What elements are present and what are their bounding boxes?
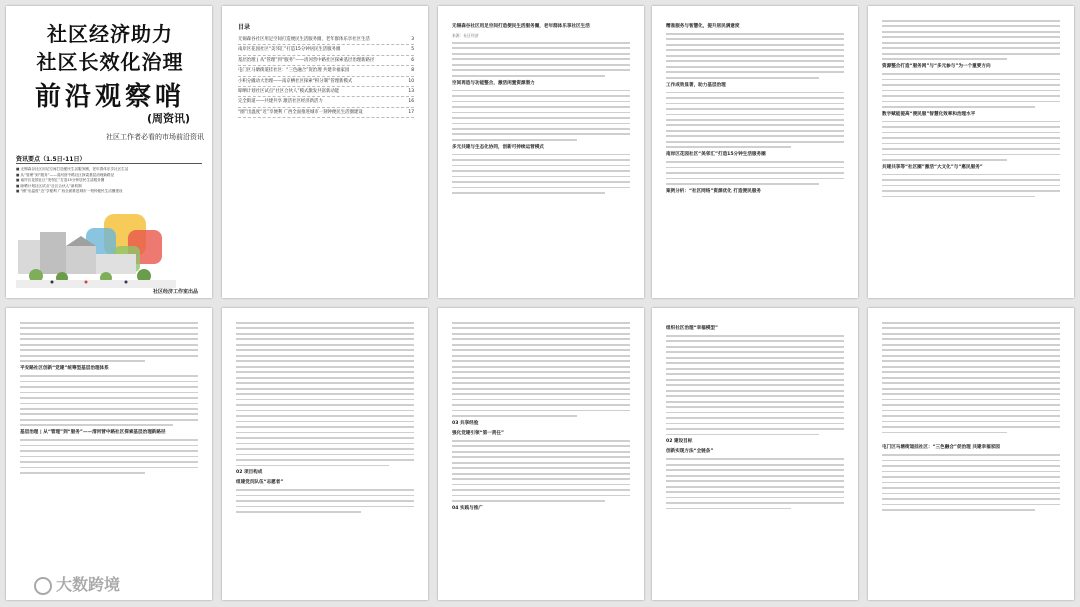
highlight-item: ■ 晾晒计划社区试点“社区合伙人”新机制 <box>16 184 206 190</box>
body-text <box>20 439 198 474</box>
section-heading: 数字赋能提高“便民服”智慧化效率和治理水平 <box>882 111 976 117</box>
toc-label: 屯门区马塘街道挂社区：“三色融合”促治理 共建幸福家园 <box>238 68 350 74</box>
body-text <box>882 121 1060 161</box>
cover-publisher: 社区经济工作室出品 <box>152 289 198 295</box>
toc-page-number: 5 <box>411 47 414 53</box>
article-page[interactable] <box>438 6 644 298</box>
toc-item[interactable] <box>238 87 414 97</box>
body-text <box>666 458 844 509</box>
article-source: 来源：社区经济 <box>452 33 479 38</box>
toc-label: 无锡森谷社区用足空间打造便民生活服务圈，老年群体乐享社区生活 <box>238 37 370 42</box>
article-page[interactable] <box>222 308 428 600</box>
watermark <box>34 572 120 595</box>
section-heading: 屯门区马塘街道挂社区：“三色融合”促治理 共建幸福家园 <box>882 445 1000 451</box>
toc-page-number: 10 <box>408 78 414 84</box>
section-heading: 空间再造与功能整合，激活闲置资源潜力 <box>452 80 535 86</box>
body-text <box>236 322 414 466</box>
body-text <box>452 440 630 502</box>
community-illustration <box>16 210 176 288</box>
toc-label: “圈”出温度“近”享便利 广西全面推进城市一刻钟便民生活圈建设 <box>238 109 363 115</box>
cover-edition: (周资讯) <box>146 112 190 125</box>
article-page[interactable] <box>438 308 644 600</box>
section-heading: 多元共建与生态化协同，创新可持续运营模式 <box>452 144 544 150</box>
body-text <box>452 322 630 417</box>
section-heading: 创新实现方法“全链条” <box>666 449 714 455</box>
section-heading: 组建党员队伍“志愿者” <box>236 480 284 486</box>
section-heading: 案例分析：“社区网络”资源优化 打造便民服务 <box>666 188 761 194</box>
toc-item[interactable] <box>238 35 414 45</box>
highlight-item: ■ “圈”出温度“近”享便利 广西全面推进城市一刻钟便民生活圈建设 <box>16 189 206 195</box>
toc-page-number: 17 <box>408 109 414 115</box>
cover-subtitle: 社区工作者必看的市场前沿资讯 <box>106 133 204 141</box>
section-heading: 02 建设目标 <box>666 439 693 445</box>
watermark-text: 大数跨境 <box>56 575 121 594</box>
toc-item[interactable] <box>238 97 414 107</box>
body-text <box>882 454 1060 511</box>
toc-item[interactable] <box>238 108 414 118</box>
cover-title-line2: 社区长效化治理 <box>36 50 184 74</box>
toc-label: 完全街道——共建共享 激活社区经济新活力 <box>238 99 323 105</box>
cover-highlights-list <box>16 167 206 195</box>
body-text <box>666 33 844 79</box>
body-text <box>236 489 414 513</box>
section-heading: 平安路社区创新“党建”统筹型基层治理体系 <box>20 366 109 372</box>
toc-page-number: 13 <box>408 89 414 95</box>
section-heading: 强化党建引领“第一责任” <box>452 430 504 436</box>
body-text <box>882 73 1060 108</box>
section-heading: 03 共享经验 <box>452 420 479 426</box>
section-heading: 资源整合打造“服务网”与“多元参与”为一个重要方向 <box>882 64 991 70</box>
section-heading: 组织社区治理“幸福模型” <box>666 326 718 331</box>
toc-label: 基层治理 | 从“管理”到“服务”——清河营中路社区探索基层治理新路径 <box>238 57 375 63</box>
body-text <box>882 322 1060 433</box>
article-page[interactable] <box>6 308 212 600</box>
body-text <box>452 90 630 141</box>
section-heading: 工作成效显著，助力基层治理 <box>666 82 726 88</box>
toc-label: 晾晒计划社区试点“社区合伙人”模式激发共富新动能 <box>238 89 340 95</box>
body-text <box>882 20 1060 60</box>
body-text <box>452 42 630 77</box>
body-text <box>666 335 844 435</box>
section-heading: 基层治理 | 从“管理”到“服务”——清河营中路社区探索基层治理新路径 <box>20 430 166 436</box>
toc-page-number: 8 <box>411 68 414 74</box>
body-text <box>666 161 844 185</box>
section-heading: 精准服务与智慧化，提升居民满意度 <box>666 24 740 29</box>
article-page[interactable] <box>652 308 858 600</box>
toc-page-number: 16 <box>408 99 414 105</box>
article-page[interactable] <box>868 6 1074 298</box>
section-heading: 共建共享等“社区圈”激活“大文化”与“惠民服务” <box>882 164 983 170</box>
body-text <box>666 92 844 149</box>
section-heading: 02 项目构成 <box>236 470 263 476</box>
cover-divider <box>16 163 202 164</box>
highlight-item: ■ 南岸区花园社区“美邻汇”打造15分钟居民生活服务圈 <box>16 178 206 184</box>
toc-page-number: 6 <box>411 57 414 63</box>
cover-highlights-label: 资讯要点（1.5日-11日） <box>16 156 86 163</box>
body-text <box>882 174 1060 198</box>
cover-title-line1: 社区经济助力 <box>47 22 173 46</box>
toc-page-number: 3 <box>411 37 414 42</box>
article-page[interactable] <box>868 308 1074 600</box>
highlight-item: ■ 从“管理”到“服务”——清河营中路社区探索基层治理新路径 <box>16 173 206 179</box>
cover-page[interactable] <box>6 6 212 298</box>
toc-label: 小积分撬动大治理——南京栖社区探索“积分制”管理新模式 <box>238 78 353 84</box>
toc-page[interactable] <box>222 6 428 298</box>
cover-title-line3: 前沿观察哨 <box>34 82 185 112</box>
body-text <box>20 375 198 426</box>
toc-label: 南岸区花园社区“美邻汇”打造15分钟居民生活服务圈 <box>238 47 341 53</box>
toc-item[interactable] <box>238 66 414 76</box>
section-heading: 南岸区花园社区“美邻汇”打造15分钟生活服务圈 <box>666 152 766 158</box>
article-heading: 无锡森谷社区用足空间打造便民生活服务圈，老年群体乐享社区生活 <box>452 24 590 29</box>
toc-item[interactable] <box>238 77 414 87</box>
toc-item[interactable] <box>238 56 414 66</box>
highlight-item: ■ 无锡森谷社区用足空间打造便民生活服务圈，老年群体乐享社区生活 <box>16 167 206 173</box>
body-text <box>452 154 630 194</box>
watermark-logo-icon <box>34 577 52 595</box>
body-text <box>20 322 198 362</box>
toc-heading: 目录 <box>238 24 251 31</box>
toc-item[interactable] <box>238 45 414 55</box>
section-heading: 04 实践与推广 <box>452 505 483 511</box>
article-page[interactable] <box>652 6 858 298</box>
